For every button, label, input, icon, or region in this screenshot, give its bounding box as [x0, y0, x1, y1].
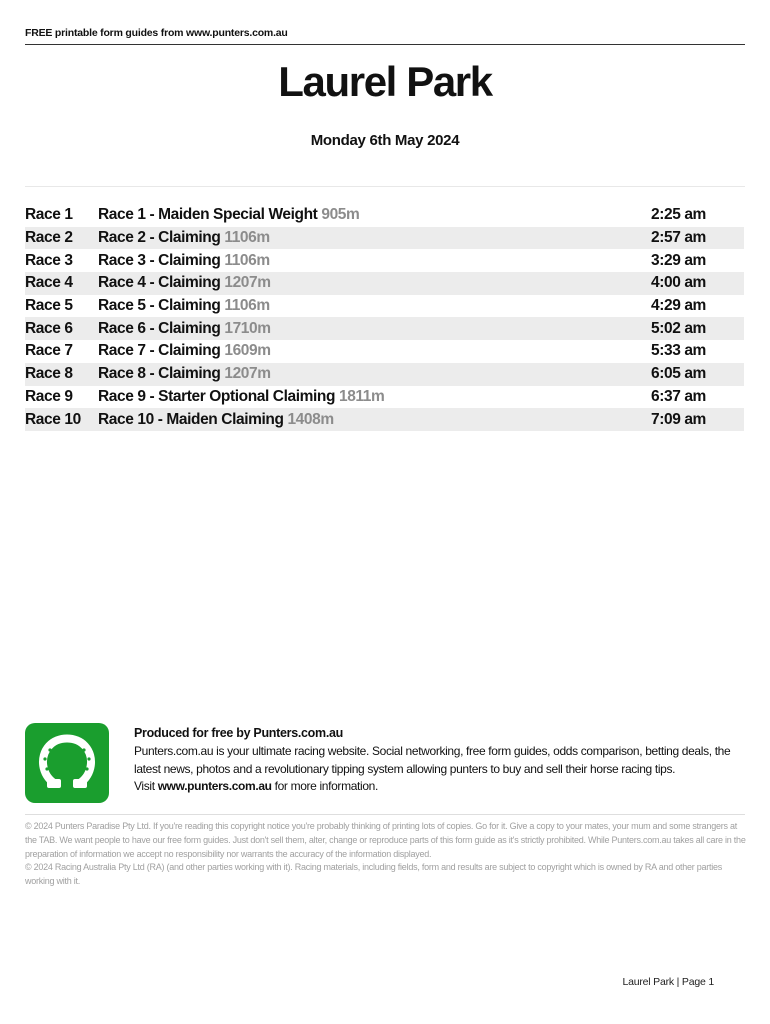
copyright-punters: © 2024 Punters Paradise Pty Ltd. If you're reading this copyright notice you're probably thinking of printing lots of copies. Go for it. Give a copy to your mates, your mum and some strangers at the TAB. We want people to have our free form guides. Just don't sell them, alter, change or reproduce parts of this form guide as it's strictly prohibited. While Punters.com.au takes all care in the preparation of information we accept no responsibility nor warrants the accuracy of the information displayed. — [25, 821, 746, 859]
race-row — [25, 408, 744, 431]
race-time: 4:00 am — [651, 274, 706, 292]
race-time: 2:25 am — [651, 206, 706, 224]
race-distance: 1710m — [224, 319, 271, 337]
race-number: Race 6 — [25, 319, 73, 337]
top-divider — [25, 44, 745, 45]
race-row — [25, 386, 744, 409]
race-time: 3:29 am — [651, 251, 706, 269]
race-row — [25, 317, 744, 340]
race-time: 6:05 am — [651, 365, 706, 383]
promo-text: Punters.com.au is your ultimate racing website. Social networking, free form guides, odds comparison, betting deals, the latest news, photos and a revolutionary tipping system allowing punters to buy and sell their horse racing tips. — [134, 744, 731, 776]
race-number: Race 3 — [25, 251, 73, 269]
race-distance: 1106m — [224, 229, 270, 247]
race-time: 2:57 am — [651, 229, 706, 247]
race-row — [25, 295, 744, 318]
race-number: Race 8 — [25, 365, 73, 383]
race-list — [25, 204, 744, 431]
race-name: Race 8 - Claiming 1207m — [98, 365, 271, 383]
race-row — [25, 227, 744, 250]
race-distance: 1207m — [224, 365, 271, 383]
race-row — [25, 272, 744, 295]
race-time: 5:02 am — [651, 319, 706, 337]
race-name: Race 7 - Claiming 1609m — [98, 342, 271, 360]
copyright-divider — [25, 814, 745, 815]
race-name: Race 5 - Claiming 1106m — [98, 297, 270, 315]
race-row — [25, 340, 744, 363]
race-time: 7:09 am — [651, 410, 706, 428]
race-row — [25, 249, 744, 272]
race-distance: 1811m — [338, 387, 385, 405]
horseshoe-icon — [25, 723, 109, 803]
race-name: Race 2 - Claiming 1106m — [98, 229, 270, 247]
punters-logo — [25, 723, 109, 803]
race-row — [25, 204, 744, 227]
promo-block — [134, 726, 746, 796]
date-divider — [25, 186, 745, 187]
race-time: 6:37 am — [651, 387, 706, 405]
race-number: Race 5 — [25, 297, 73, 315]
race-time: 4:29 am — [651, 297, 706, 315]
race-name: Race 3 - Claiming 1106m — [98, 251, 270, 269]
race-number: Race 9 — [25, 387, 73, 405]
website-link[interactable]: www.punters.com.au — [157, 779, 272, 793]
race-name: Race 1 - Maiden Special Weight 905m — [98, 206, 360, 224]
race-name: Race 9 - Starter Optional Claiming 1811m — [98, 387, 385, 405]
venue-title: Laurel Park — [278, 58, 492, 105]
race-name: Race 6 - Claiming 1710m — [98, 319, 271, 337]
race-number: Race 10 — [25, 410, 81, 428]
race-distance: 905m — [321, 206, 360, 224]
race-date: Monday 6th May 2024 — [310, 132, 460, 149]
race-number: Race 7 — [25, 342, 73, 360]
page-footer: Laurel Park | Page 1 — [622, 976, 714, 988]
race-row — [25, 363, 744, 386]
race-distance: 1609m — [224, 342, 271, 360]
top-banner-text: FREE printable form guides from www.punters.com.au — [25, 27, 288, 39]
race-time: 5:33 am — [651, 342, 706, 360]
race-number: Race 1 — [25, 206, 73, 224]
race-name: Race 4 - Claiming 1207m — [98, 274, 271, 292]
race-number: Race 4 — [25, 274, 73, 292]
copyright-racing-australia: © 2024 Racing Australia Pty Ltd (RA) (and other parties working with it). Racing materials, including fields, form and results are subject to copyright which is owned by RA and other parties working with it. — [25, 862, 722, 887]
copyright-notice — [25, 820, 747, 889]
promo-title: Produced for free by Punters.com.au — [134, 726, 343, 740]
race-distance: 1106m — [224, 251, 270, 269]
race-number: Race 2 — [25, 229, 73, 247]
race-name: Race 10 - Maiden Claiming 1408m — [98, 410, 334, 428]
race-distance: 1408m — [287, 410, 334, 428]
promo-visit: Visit www.punters.com.au for more information. — [134, 779, 378, 793]
race-distance: 1207m — [224, 274, 271, 292]
race-distance: 1106m — [224, 297, 270, 315]
